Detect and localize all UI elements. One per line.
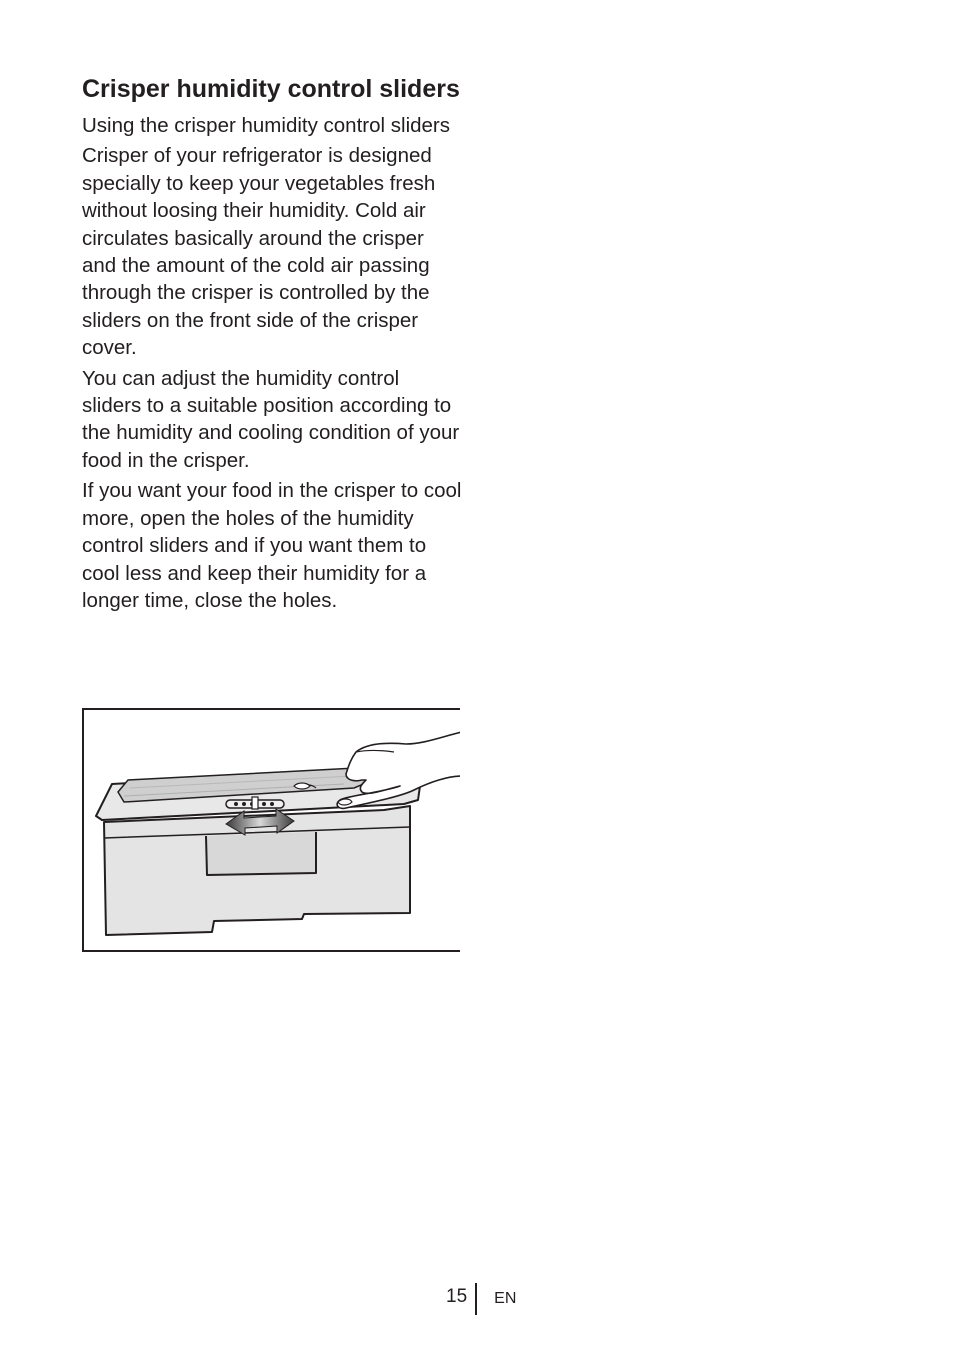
section-title: Crisper humidity control sliders [82,75,460,103]
subheading-paragraph: Using the crisper humidity control sliders [82,114,450,137]
drawer-recess [206,832,316,875]
text-column [82,76,462,617]
crisper-illustration-frame [82,708,460,952]
adjustment-paragraph: You can adjust the humidity control sliders to a suitable position according to the humidity and cooling condition of your food in the crisper. [82,366,460,472]
page-number: 15 [446,1286,468,1307]
language-code: EN [494,1290,517,1307]
description-paragraph: Crisper of your refrigerator is designed specially to keep your vegetables fresh without loosing their humidity. Cold air circulates basically around the crisper and the amount of the cold air passing through the crisper is controlled by the sliders on the front side of the crisper cover. [82,144,436,360]
crisper-slider-illustration-icon [84,710,460,952]
instruction-paragraph: If you want your food in the crisper to cool more, open the holes of the humidity control sliders and if you want them to cool less and keep their humidity for a longer time, close the holes. [82,479,462,612]
page-footer [446,1283,516,1315]
